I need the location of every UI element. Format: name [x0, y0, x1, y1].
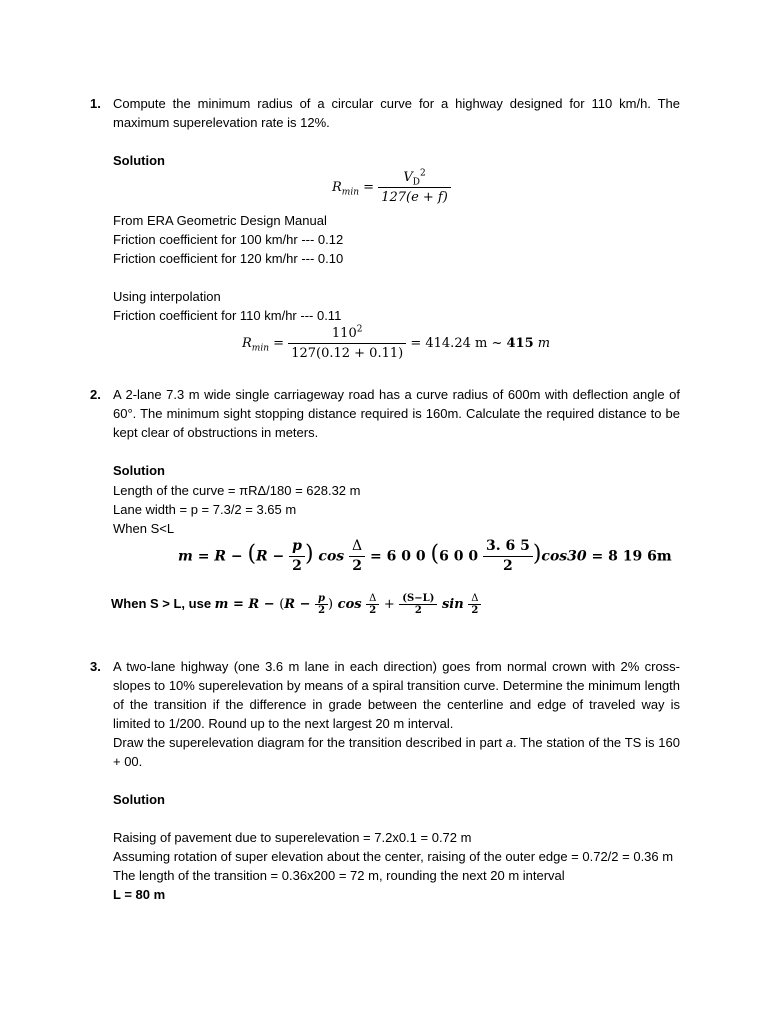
solution-lines-1 [113, 211, 683, 325]
question-text: Compute the minimum radius of a circular curve for a highway designed for 110 km/h. The maximum superelevation rate is 12%. [113, 96, 680, 130]
question-text: A two-lane highway (one 3.6 m lane in each direction) goes from normal crown with 2% cross-slopes to 10% superelevation by means of a spiral transition curve. Determine the minimum length of the transition if the difference in grade between the centerline and edge of traveled way is limited to 1/200. Round up to the next largest 20 m interval. [113, 659, 680, 731]
text-line: Friction coefficient for 120 km/hr --- 0.10 [113, 251, 344, 266]
equation-rmin: $R_{min}$ = $\frac{V_D^2}{127(e + f)}$ [332, 168, 451, 207]
solution-lines-3 [113, 828, 681, 904]
question-number: 1. [90, 96, 101, 111]
blank-line [113, 268, 683, 287]
answer: L = 80 m [113, 887, 166, 902]
text-line: Friction coefficient for 110 km/hr --- 0.11 [113, 308, 342, 323]
equation-rmin-result: $R_{min}$ = $\frac{110^2}{127(0.12 + 0.11)}$ = 414.24 m ~ 415 m [242, 324, 551, 361]
solution-label: Solution [113, 463, 165, 478]
text-line: Assuming rotation of super elevation about the center, raising of the outer edge = 0.72/2 = 0.36 m [113, 849, 674, 864]
text-line: When S<L [113, 521, 175, 536]
text-line: The length of the transition = 0.36x200 = 72 m, rounding the next 20 m interval [113, 868, 565, 883]
text-line: Lane width = p = 7.3/2 = 3.65 m [113, 502, 297, 517]
text-line: Using interpolation [113, 289, 221, 304]
equation-m-short: m = R − (R − $\frac{p}{2}$ ) cos $\frac{\Delta}{2}$ = 6 0 0 (6 0 0 $\frac{3. 6 5}{2}$ )cos30 = 8 19 6m [178, 538, 672, 574]
question-text-2: Draw the superelevation diagram for the transition described in part a. The station of the TS is 160 + 00. [113, 735, 680, 769]
solution-label: Solution [113, 153, 165, 168]
text-line: Raising of pavement due to superelevation = 7.2x0.1 = 0.72 m [113, 830, 472, 845]
text-line: Friction coefficient for 100 km/hr --- 0.12 [113, 232, 344, 247]
question-number: 3. [90, 659, 101, 674]
equation-m-long: When S > L, use m = R − (R − $\frac{p}{2}$ ) cos $\frac{\Delta}{2}$ + $\frac{(S-L)}{2}$ sin $\frac{\Delta}{2}$ [111, 593, 481, 616]
text-line: From ERA Geometric Design Manual [113, 213, 327, 228]
question-number: 2. [90, 387, 101, 402]
question-text: A 2-lane 7.3 m wide single carriageway road has a curve radius of 600m with deflection angle of 60°. The minimum sight stopping distance required is 160m. Calculate the required distance to be kept clear of obstructions in meters. [113, 387, 680, 440]
solution-label: Solution [113, 792, 165, 807]
solution-lines-2 [113, 481, 683, 538]
text-line: Length of the curve = πRΔ/180 = 628.32 m [113, 483, 361, 498]
